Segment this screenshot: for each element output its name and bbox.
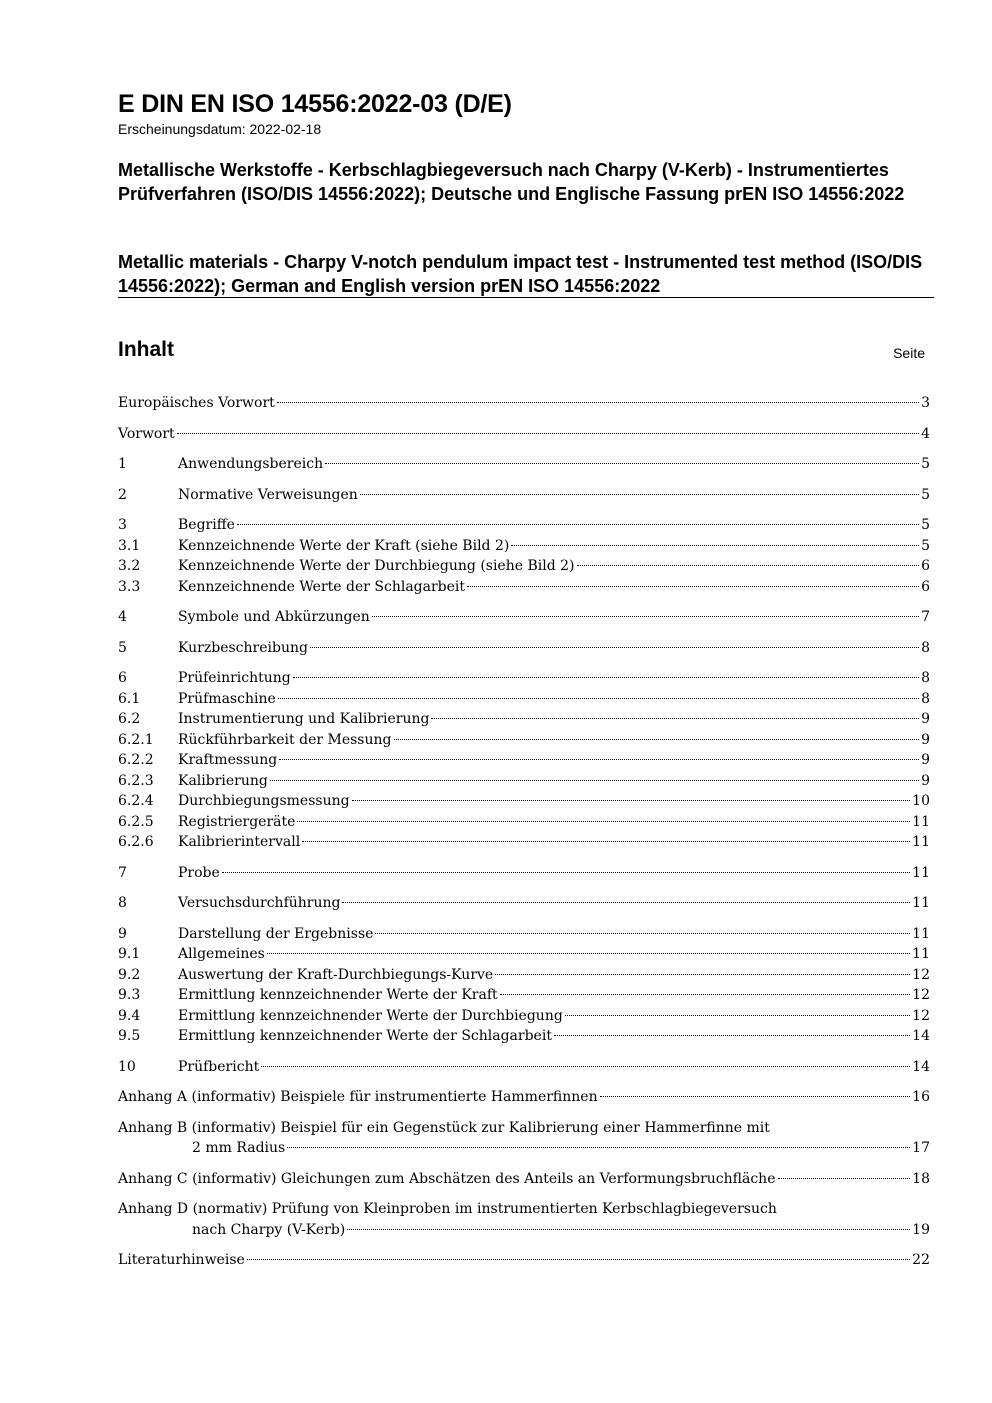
- toc-entry[interactable]: [118, 1006, 930, 1027]
- toc-leader: [270, 779, 919, 781]
- toc-entry-annex-b-line1: Anhang B (informativ) Beispiel für ein Gegenstück zur Kalibrierung einer Hammerfinne mit: [118, 1119, 770, 1136]
- toc-entry-literature[interactable]: [118, 1250, 930, 1271]
- toc-entry-page: 9: [921, 711, 930, 727]
- toc-entry-number: 5: [118, 639, 127, 656]
- toc-entry-number: 7: [118, 864, 127, 881]
- toc-entry-title: Durchbiegungsmessung: [178, 793, 350, 809]
- toc-entry-page: 12: [912, 1007, 930, 1024]
- toc-leader: [287, 1146, 910, 1148]
- toc-leader: [778, 1177, 911, 1179]
- toc-entry-title: Rückführbarkeit der Messung: [178, 731, 392, 748]
- toc-entry-title: Vorwort: [118, 425, 175, 442]
- toc-entry-number: 6.2.6: [118, 834, 154, 850]
- publication-date: Erscheinungsdatum: 2022-02-18: [118, 121, 322, 137]
- toc-entry-page: 6: [921, 558, 930, 574]
- toc-entry[interactable]: [118, 536, 930, 557]
- toc-entry-page: 5: [921, 486, 930, 503]
- toc-entry[interactable]: [118, 454, 930, 475]
- toc-leader: [297, 820, 910, 822]
- table-of-contents: [118, 393, 930, 1271]
- toc-entry-annex-b[interactable]: [118, 1118, 930, 1159]
- toc-leader: [342, 901, 910, 903]
- toc-leader: [267, 952, 910, 954]
- toc-entry-title: Literaturhinweise: [118, 1252, 245, 1268]
- toc-entry-page: 22: [912, 1252, 930, 1268]
- toc-entry-title: Prüfeinrichtung: [178, 670, 291, 686]
- toc-entry-page: 11: [912, 864, 930, 881]
- toc-entry[interactable]: [118, 668, 930, 689]
- toc-entry-list: [118, 393, 930, 1108]
- toc-entry-number: 6.2.2: [118, 752, 154, 768]
- toc-entry[interactable]: [118, 944, 930, 965]
- toc-page-column-label: Seite: [893, 345, 925, 361]
- toc-entry-title: Instrumentierung und Kalibrierung: [178, 711, 430, 727]
- toc-leader: [325, 462, 919, 464]
- toc-entry[interactable]: [118, 924, 930, 945]
- toc-leader: [261, 1065, 910, 1067]
- toc-entry[interactable]: [118, 965, 930, 986]
- toc-entry-page: 9: [921, 772, 930, 789]
- toc-leader: [302, 840, 910, 842]
- toc-entry-number: 6.2.5: [118, 813, 154, 830]
- toc-entry-title: Begriffe: [178, 517, 235, 533]
- toc-entry-title: Ermittlung kennzeichnender Werte der Durchbiegung: [178, 1007, 563, 1024]
- toc-leader: [577, 564, 920, 566]
- toc-leader: [222, 871, 910, 873]
- toc-leader: [467, 585, 919, 587]
- toc-entry-title: Darstellung der Ergebnisse: [178, 925, 374, 942]
- toc-entry[interactable]: [118, 771, 930, 792]
- toc-leader: [247, 1258, 910, 1260]
- toc-entry-number: 3.1: [118, 537, 141, 554]
- toc-entry-title: Symbole und Abkürzungen: [178, 609, 370, 625]
- toc-entry-page: 3: [921, 395, 930, 411]
- toc-leader: [347, 1228, 910, 1230]
- toc-entry-number: 4: [118, 609, 127, 625]
- toc-entry-page: 11: [912, 813, 930, 830]
- toc-entry-number: 3.3: [118, 578, 141, 595]
- toc-entry-title: Probe: [178, 864, 220, 881]
- toc-entry-number: 6.2.3: [118, 772, 154, 789]
- toc-entry-page: 6: [921, 578, 930, 595]
- toc-entry[interactable]: [118, 1026, 930, 1047]
- toc-entry[interactable]: [118, 985, 930, 1006]
- toc-leader: [177, 432, 919, 434]
- toc-entry-title: Versuchsdurchführung: [178, 895, 341, 911]
- toc-entry-title: Kalibrierung: [178, 772, 268, 789]
- toc-entry-page: 18: [912, 1170, 930, 1187]
- title-german: Metallische Werkstoffe - Kerbschlagbiegeversuch nach Charpy (V-Kerb) - Instrumentiertes Prüfverfahren (ISO/DIS 14556:2022); Deutsche und Englische Fassung prEN ISO 14556:2022: [118, 160, 905, 204]
- toc-entry[interactable]: [118, 577, 930, 598]
- toc-leader: [352, 799, 911, 801]
- toc-entry-title: Prüfbericht: [178, 1058, 260, 1075]
- toc-entry-number: 2: [118, 486, 127, 503]
- toc-entry[interactable]: [118, 485, 930, 506]
- toc-entry-number: 6.2.4: [118, 793, 154, 809]
- toc-entry[interactable]: [118, 424, 930, 445]
- toc-entry-title: Ermittlung kennzeichnender Werte der Kraft: [178, 987, 498, 1003]
- toc-entry[interactable]: [118, 730, 930, 751]
- toc-entry-page: 19: [912, 1221, 930, 1238]
- toc-entry-page: 16: [912, 1089, 930, 1105]
- toc-entry-number: 3: [118, 517, 127, 533]
- toc-entry-annex-b-line2: 2 mm Radius: [192, 1140, 286, 1156]
- toc-entry-page: 11: [912, 925, 930, 942]
- toc-entry-number: 9.5: [118, 1028, 141, 1044]
- toc-leader: [372, 615, 919, 617]
- toc-entry-page: 5: [921, 537, 930, 554]
- toc-entry-title: Kalibrierintervall: [178, 834, 301, 850]
- toc-entry-page: 17: [912, 1140, 930, 1156]
- toc-entry-page: 7: [921, 609, 930, 625]
- toc-entry-title: Kennzeichnende Werte der Schlagarbeit: [178, 578, 466, 595]
- toc-leader: [277, 401, 919, 403]
- toc-entry-page: 11: [912, 895, 930, 911]
- toc-entry-title: Anwendungsbereich: [178, 456, 324, 472]
- toc-leader: [375, 932, 910, 934]
- toc-entry-number: 9.1: [118, 946, 141, 962]
- toc-entry-title: Prüfmaschine: [178, 690, 276, 707]
- toc-entry-page: 12: [912, 987, 930, 1003]
- toc-leader: [565, 1014, 910, 1016]
- toc-entry-annex-d[interactable]: [118, 1199, 930, 1240]
- toc-entry-page: 14: [912, 1028, 930, 1044]
- toc-entry-page: 14: [912, 1058, 930, 1075]
- toc-entry-number: 9.2: [118, 966, 141, 983]
- toc-entry-page: 5: [921, 517, 930, 533]
- toc-entry-page: 12: [912, 966, 930, 983]
- toc-entry-title: Normative Verweisungen: [178, 486, 358, 503]
- toc-heading: Inhalt: [118, 338, 174, 361]
- toc-leader: [500, 993, 911, 995]
- toc-entry-page: 8: [921, 670, 930, 686]
- toc-entry[interactable]: [118, 1087, 930, 1108]
- toc-entry-page: 8: [921, 690, 930, 707]
- toc-entry-number: 6.2: [118, 711, 141, 727]
- toc-entry[interactable]: [118, 638, 930, 659]
- document-id: E DIN EN ISO 14556:2022-03 (D/E): [118, 90, 512, 118]
- toc-leader: [431, 717, 919, 719]
- toc-leader: [511, 544, 919, 546]
- toc-entry-page: 10: [912, 793, 930, 809]
- toc-entry-title: Kraftmessung: [178, 752, 278, 768]
- title-english: Metallic materials - Charpy V-notch pendulum impact test - Instrumented test method (ISO/DIS 14556:2022); German and English version prEN ISO 14556:2022: [118, 252, 923, 296]
- toc-entry-number: 3.2: [118, 558, 141, 574]
- toc-entry-title: Anhang C (informativ) Gleichungen zum Abschätzen des Anteils an Verformungsbruchfläche: [118, 1170, 776, 1187]
- toc-entry-title: Allgemeines: [178, 946, 265, 962]
- toc-entry[interactable]: [118, 515, 930, 536]
- toc-leader: [360, 493, 919, 495]
- toc-entry-number: 6.1: [118, 690, 141, 707]
- toc-entry[interactable]: [118, 556, 930, 577]
- toc-entry-title: Ermittlung kennzeichnender Werte der Schlagarbeit: [178, 1028, 552, 1044]
- toc-entry-number: 9.3: [118, 987, 141, 1003]
- toc-leader: [278, 697, 919, 699]
- toc-leader: [554, 1034, 910, 1036]
- toc-entry[interactable]: [118, 863, 930, 884]
- toc-entry-annex-d-line1: Anhang D (normativ) Prüfung von Kleinproben im instrumentierten Kerbschlagbiegeversuch: [118, 1201, 777, 1217]
- toc-entry-title: Auswertung der Kraft-Durchbiegungs-Kurve: [178, 966, 494, 983]
- toc-entry[interactable]: [118, 607, 930, 628]
- toc-entry-title: Anhang A (informativ) Beispiele für instrumentierte Hammerfinnen: [118, 1089, 598, 1105]
- toc-entry-number: 9.4: [118, 1007, 141, 1024]
- toc-entry[interactable]: [118, 1057, 930, 1078]
- toc-leader: [600, 1095, 911, 1097]
- toc-entry-page: 9: [921, 731, 930, 748]
- toc-entry-page: 11: [912, 946, 930, 962]
- toc-entry-number: 8: [118, 895, 127, 911]
- toc-entry-number: 10: [118, 1058, 136, 1075]
- toc-entry[interactable]: [118, 791, 930, 812]
- toc-entry-title: Europäisches Vorwort: [118, 395, 275, 411]
- header-divider: [118, 297, 934, 298]
- toc-leader: [310, 646, 919, 648]
- toc-entry[interactable]: [118, 750, 930, 771]
- toc-entry[interactable]: [118, 393, 930, 414]
- toc-entry-page: 8: [921, 639, 930, 656]
- toc-entry[interactable]: [118, 689, 930, 710]
- toc-entry-annex-d-line2: nach Charpy (V-Kerb): [192, 1221, 346, 1238]
- toc-entry-number: 9: [118, 925, 127, 942]
- toc-entry[interactable]: [118, 812, 930, 833]
- toc-entry-number: 6.2.1: [118, 731, 154, 748]
- toc-entry[interactable]: [118, 832, 930, 853]
- toc-leader: [394, 738, 920, 740]
- toc-entry[interactable]: [118, 709, 930, 730]
- toc-leader: [495, 973, 910, 975]
- toc-entry-number: 6: [118, 670, 127, 686]
- toc-entry-page: 9: [921, 752, 930, 768]
- toc-entry-title: Kennzeichnende Werte der Kraft (siehe Bild 2): [178, 537, 510, 554]
- toc-entry-title: Kurzbeschreibung: [178, 639, 308, 656]
- toc-entry-page: 5: [921, 456, 930, 472]
- toc-leader: [237, 523, 919, 525]
- toc-entry-page: 11: [912, 834, 930, 850]
- toc-entry-title: Kennzeichnende Werte der Durchbiegung (siehe Bild 2): [178, 558, 575, 574]
- toc-entry-title: Registriergeräte: [178, 813, 296, 830]
- toc-entry-page: 4: [921, 425, 930, 442]
- toc-entry[interactable]: [118, 893, 930, 914]
- toc-entry-number: 1: [118, 456, 127, 472]
- toc-leader: [279, 758, 919, 760]
- toc-entry-annex-c[interactable]: [118, 1169, 930, 1190]
- toc-leader: [293, 676, 919, 678]
